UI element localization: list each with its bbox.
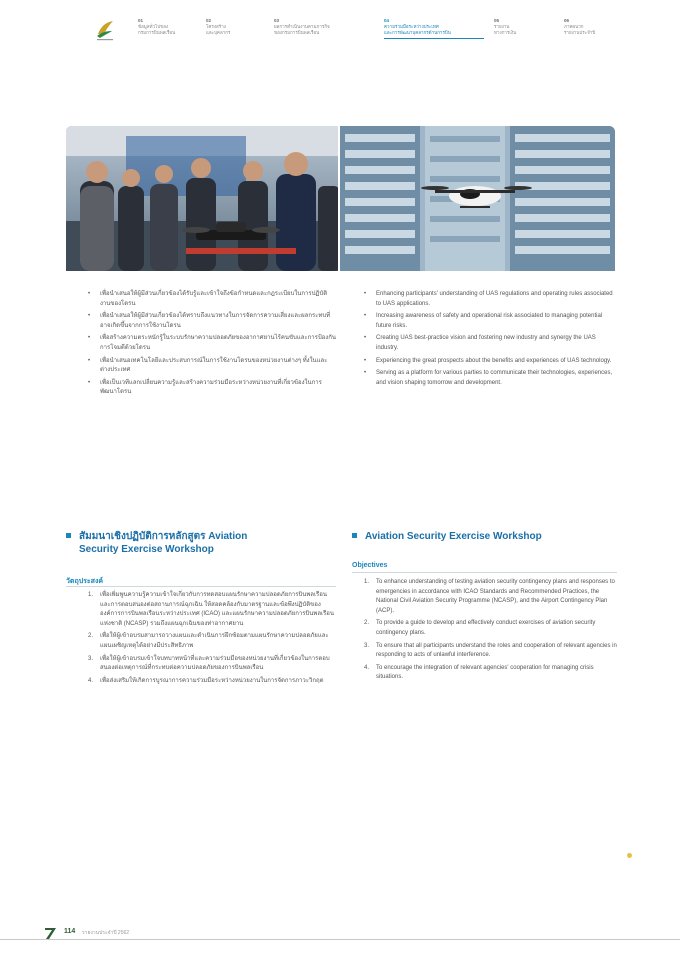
list-item: 3. To ensure that all participants understand the roles and cooperation of relevant agencies in responding to acts of unlawful interference. <box>364 642 617 659</box>
divider <box>352 572 617 573</box>
photo-officials-with-drone <box>66 126 338 271</box>
en-bullet-list <box>362 290 617 391</box>
nav-item-04-active[interactable]: 04 ความร่วมมือระหว่างประเทศ และการพัฒนาบุคลากรด้านการบิน <box>384 18 484 39</box>
active-indicator <box>384 38 484 39</box>
en-objectives-list <box>362 578 617 686</box>
list-item: • เพื่อนำเสนอให้ผู้มีส่วนเกี่ยวข้องได้ทราบถึงแนวทางในการจัดการความเสี่ยงและผลกระทบที่อาจเกิดขึ้นจากการใช้งานโดรน <box>86 312 336 331</box>
list-item: • Increasing awareness of safety and operational risk associated to managing potential future risks. <box>362 312 617 331</box>
nav-item-03[interactable]: 03 ผลการดำเนินงานตามภารกิจ ของกรมการบินพลเรือน <box>274 18 330 35</box>
top-navigation <box>86 14 626 48</box>
list-item: 1. เพื่อเพิ่มพูนความรู้ความเข้าใจเกี่ยวกับการทดสอบแผนรักษาความปลอดภัยการบินพลเรือนและการตอบสนองต่อสถานการณ์ฉุกเฉิน ให้สอดคล้องกับมาตรฐานและข้อพึงปฏิบัติขององค์การการบินพลเรือนระหว่างประเทศ (ICAO) และแผนรักษาความปลอดภัยการบินพลเรือนแห่งชาติ (NCASP) รวมถึงแผนฉุกเฉินของท่าอากาศยาน <box>88 592 334 627</box>
list-item: • เพื่อนำเสนอเทคโนโลยีและประสบการณ์ในการใช้งานโดรนของหน่วยงานต่างๆ ทั้งในและต่างประเทศ <box>86 357 336 376</box>
decorative-dot <box>627 853 632 858</box>
list-item: • เพื่อสร้างความตระหนักรู้ในระบบรักษาความปลอดภัยของอากาศยานไร้คนขับและการป้องกันการโจมตีด้วยโดรน <box>86 334 336 353</box>
page-number: 114 <box>64 928 76 935</box>
section-title-en: Aviation Security Exercise Workshop <box>352 530 622 543</box>
list-item: 1. To enhance understanding of testing aviation security contingency plans and responses to emergencies in accordance with ICAO Standards and Recommended Practices, the National Civil Aviation Security Programme (NCASP), and the Airport Contingency Plan (ACP). <box>364 579 615 614</box>
photo-drone-flying <box>340 126 615 271</box>
list-item: 2. เพื่อให้ผู้เข้าอบรมสามารถวางแผนและดำเนินการฝึกซ้อมตามแผนรักษาความปลอดภัยและแผนเผชิญเหตุได้อย่างมีประสิทธิภาพ <box>88 633 329 649</box>
footer-report-title: รายงานประจำปี 2562 <box>82 930 130 936</box>
section-title-th: สัมมนาเชิงปฏิบัติการหลักสูตร Aviation Security Exercise Workshop <box>66 530 336 556</box>
nav-item-05[interactable]: 05 รายงาน ทางการเงิน <box>494 18 517 35</box>
list-item: 4. To encourage the integration of relevant agencies' cooperation for managing crisis situations. <box>364 664 594 681</box>
th-objectives-list <box>86 591 336 689</box>
list-item: • Serving as a platform for various parties to communicate their technologies, experiences, and vision shaping tomorrow and development. <box>362 369 617 388</box>
photo-officials-illustration <box>66 126 338 271</box>
subtitle-th: วัตถุประสงค์ <box>66 578 104 585</box>
footer-divider <box>0 939 680 940</box>
bullet-square-icon <box>352 533 357 538</box>
list-item: • Experiencing the great prospects about the benefits and experiences of UAS technology. <box>362 357 617 367</box>
list-item: • เพื่อเป็นเวทีแลกเปลี่ยนความรู้และสร้างความร่วมมือระหว่างหน่วยงานที่เกี่ยวข้องในการพัฒนาโดรน <box>86 379 336 398</box>
department-logo-icon <box>94 18 116 44</box>
list-item: • Enhancing participants' understanding of UAS regulations and operating rules associated to UAS applications. <box>362 290 617 309</box>
list-item: • Creating UAS best-practice vision and fostering new industry and synergy the UAS industry. <box>362 334 617 353</box>
list-item: 4. เพื่อส่งเสริมให้เกิดการบูรณาการความร่วมมือระหว่างหน่วยงานในการจัดการภาวะวิกฤต <box>88 677 324 684</box>
subtitle-en: Objectives <box>352 562 388 569</box>
nav-item-01[interactable]: 01 ข้อมูลทั่วไปของ กรมการบินพลเรือน <box>138 18 176 35</box>
list-item: • เพื่อนำเสนอให้ผู้มีส่วนเกี่ยวข้องได้รับรู้และเข้าใจถึงข้อกำหนดและกฎระเบียบในการปฏิบัติงานของโดรน <box>86 290 336 309</box>
bullet-square-icon <box>66 533 71 538</box>
th-bullet-list <box>86 290 336 401</box>
list-item: 2. To provide a guide to develop and effectively conduct exercises of aviation security contingency plans. <box>364 620 596 636</box>
footer-chevron-icon <box>44 926 58 940</box>
divider <box>66 586 336 587</box>
photo-drone-illustration <box>340 126 615 271</box>
nav-item-02[interactable]: 02 โครงสร้าง และบุคลากร <box>206 18 231 35</box>
nav-item-06[interactable]: 06 ภาคผนวก รายงานประจำปี <box>564 18 596 35</box>
list-item: 3. เพื่อให้ผู้เข้าอบรมเข้าใจบทบาทหน้าที่และความร่วมมือของหน่วยงานที่เกี่ยวข้องในการตอบสนองต่อเหตุการณ์ที่กระทบต่อความปลอดภัยของการบินพลเรือน <box>88 655 330 672</box>
